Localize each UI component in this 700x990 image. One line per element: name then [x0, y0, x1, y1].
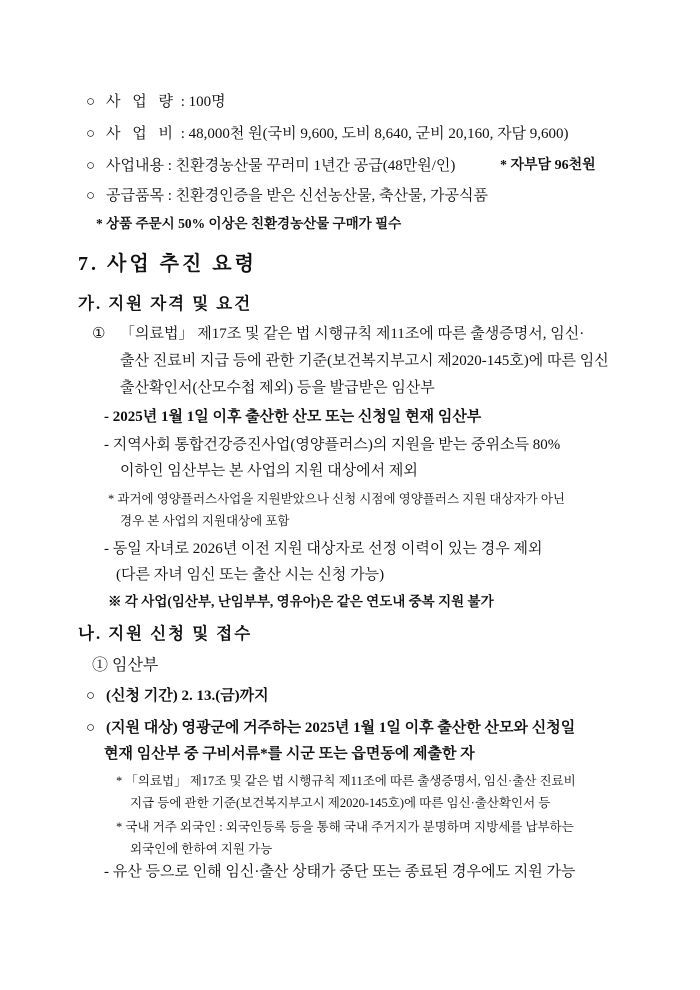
overview-items — [86, 186, 488, 206]
circle-bullet-icon: ○ — [86, 720, 96, 736]
circle-bullet-icon: ○ — [86, 94, 96, 110]
overview-content-note: * 자부담 96천원 — [500, 158, 596, 173]
overview-content-value: : 친환경농산물 꾸러미 1년간 공급(48만원/인) — [167, 158, 456, 174]
overview-budget-label: 사 업 비 — [106, 126, 177, 142]
circle-bullet-icon: ○ — [86, 188, 96, 204]
overview-footnote: * 상품 주문시 50% 이상은 친환경농산물 구매가 필수 — [96, 216, 402, 231]
bullet2-line1: - 지역사회 통합건강증진사업(영양플러스)의 지원을 받는 중위소득 80% — [104, 437, 561, 453]
item1-line1: ① 「의료법」 제17조 및 같은 법 시행규칙 제11조에 따른 출생증명서, 임신· — [92, 326, 585, 342]
circle-bullet-icon: ○ — [86, 158, 96, 174]
circled-one-icon: ① — [92, 326, 106, 342]
note4-line1: * 국내 거주 외국인 : 외국인등록 등을 통해 국내 주거지가 분명하며 지방세를 납부하는 — [116, 820, 574, 834]
bullet3-line1: - 동일 자녀로 2026년 이전 지원 대상자로 선정 이력이 있는 경우 제외 — [104, 541, 543, 557]
item1-line2: 출산 진료비 지급 등에 관한 기준(보건복지부고시 제2020-145호)에 따른 임신 — [120, 353, 609, 369]
note3-line2: 지급 등에 관한 기준(보건복지부고시 제2020-145호)에 따른 임신·출산확인서 등 — [130, 796, 551, 810]
section-title: 7. 사업 추진 요령 — [78, 253, 257, 275]
bullet4: - 유산 등으로 인해 임신·출산 상태가 중단 또는 종료된 경우에도 지원 가능 — [104, 864, 576, 880]
circle-bullet-icon: ○ — [86, 688, 96, 704]
period-line: ○ (신청 기간) 2. 13.(금)까지 — [86, 688, 269, 704]
bullet3-line2: (다른 자녀 임신 또는 출산 시는 신청 가능) — [116, 567, 385, 583]
overview-items-label: 공급품목 — [106, 188, 164, 204]
overview-scale-value: : 100명 — [180, 94, 226, 110]
target-line2: 현재 임산부 중 구비서류*를 시군 또는 읍면동에 제출한 자 — [104, 746, 475, 762]
subsection-b-title: 나. 지원 신청 및 접수 — [78, 624, 253, 643]
subsection-a-title: 가. 지원 자격 및 요건 — [78, 294, 253, 313]
item1-line3: 출산확인서(산모수첩 제외) 등을 발급받은 임산부 — [120, 380, 435, 396]
note4-line2: 외국인에 한하여 지원 가능 — [130, 842, 273, 856]
overview-budget — [86, 124, 569, 144]
note3-line1: * 「의료법」 제17조 및 같은 법 시행규칙 제11조에 따른 출생증명서, 임신·출산 진료비 — [116, 774, 576, 788]
overview-content-label: 사업내용 — [106, 158, 164, 174]
subsection-b-item1: ① 임산부 — [92, 657, 159, 674]
bullet1: - 2025년 1월 1일 이후 출산한 산모 또는 신청일 현재 임산부 — [104, 409, 482, 425]
target-line1: ○ (지원 대상) 영광군에 거주하는 2025년 1월 1일 이후 출산한 산모와 신청일 — [86, 720, 576, 736]
overview-items-value: : 친환경인증을 받은 신선농산물, 축산물, 가공식품 — [167, 188, 488, 204]
bullet2-line2: 이하인 임산부는 본 사업의 지원 대상에서 제외 — [120, 463, 418, 479]
note2: ※ 각 사업(임산부, 난임부부, 영유아)은 같은 연도내 중복 지원 불가 — [108, 594, 494, 609]
overview-scale-label: 사 업 량 — [106, 94, 177, 110]
circle-bullet-icon: ○ — [86, 126, 96, 142]
overview-scale — [86, 92, 226, 112]
overview-budget-value: : 48,000천 원(국비 9,600, 도비 8,640, 군비 20,160, 자담 9,600) — [180, 126, 569, 142]
note1-line2: 경우 본 사업의 지원대상에 포함 — [120, 514, 290, 528]
overview-content — [86, 156, 455, 176]
note1-line1: * 과거에 영양플러스사업을 지원받았으나 신청 시점에 영양플러스 지원 대상자가 아닌 — [108, 492, 566, 506]
